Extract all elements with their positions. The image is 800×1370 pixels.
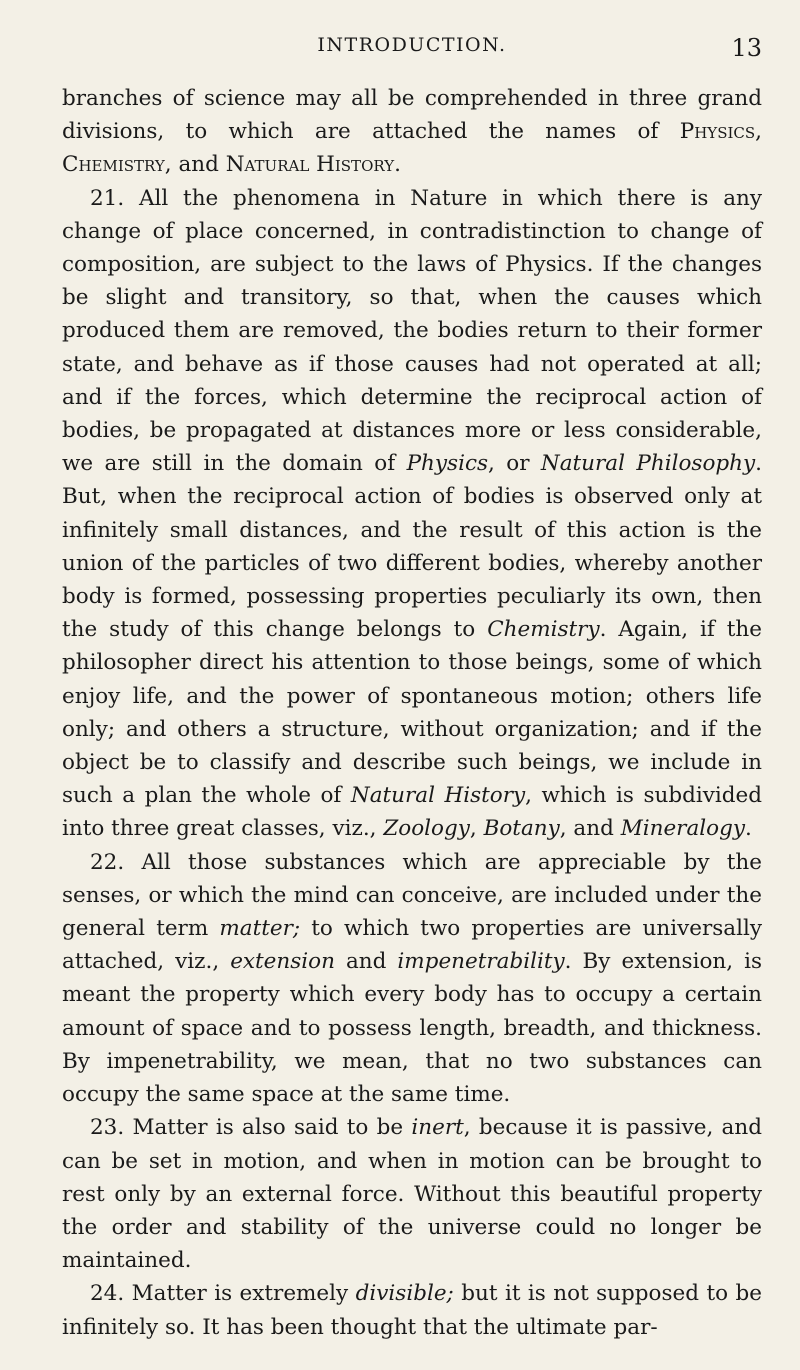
paragraph-23 bbox=[62, 1111, 762, 1277]
text-run: branches of science may all be comprehended in three grand divisions, to which are attached the names of bbox=[62, 86, 762, 145]
italic-term: inert bbox=[411, 1115, 464, 1141]
italic-term: Mineralogy bbox=[620, 816, 745, 842]
page-number: 13 bbox=[731, 34, 762, 62]
text-run: but it is not supposed to be infinitely so. It has been thought that the ultimate par- bbox=[62, 1281, 762, 1340]
body-text bbox=[62, 82, 762, 1344]
text-run: . bbox=[394, 152, 401, 178]
italic-term: Natural History bbox=[350, 783, 526, 809]
italic-term: Natural Philosophy bbox=[540, 451, 756, 477]
text-run: and bbox=[334, 949, 398, 975]
paragraph-continuation bbox=[62, 82, 762, 182]
text-run: 23. Matter is also said to be bbox=[90, 1115, 412, 1141]
text-run: , because it is passive, and can be set in motion, and when in motion can be brought to rest only by an external force. Without this beautiful property the order and stability of the universe could no longer be maintained. bbox=[62, 1115, 762, 1274]
small-caps-term: Chemistry bbox=[62, 152, 165, 178]
running-title: INTRODUCTION. bbox=[317, 34, 507, 56]
text-run: , or bbox=[488, 451, 541, 477]
paragraph-21 bbox=[62, 182, 762, 846]
text-run: 21. All the phenomena in Nature in which there is any change of place concerned, in contradistinction to change of composition, are subject to the laws of Physics. If the changes be slight and transitory, so that, when the causes which produced them are removed, the bodies return to their former state, and behave as if those causes had not operated at all; and if the forces, which determine the reciprocal action of bodies, be propagated at distances more or less considerable, we are still in the domain of bbox=[62, 185, 762, 477]
text-run: , and bbox=[559, 816, 621, 842]
text-run: to which two properties are universally attached, viz., bbox=[62, 916, 762, 975]
italic-term: Zoology bbox=[383, 816, 470, 842]
italic-term: impenetrability bbox=[397, 949, 565, 975]
italic-term: divisible; bbox=[355, 1281, 454, 1307]
small-caps-term: Physics bbox=[679, 119, 756, 145]
text-run: 24. Matter is extremely bbox=[90, 1281, 356, 1307]
italic-term: Botany bbox=[483, 816, 560, 842]
italic-term: extension bbox=[230, 949, 335, 975]
text-run: 22. All those substances which are appreciable by the senses, or which the mind can conceive, are included under the general term bbox=[62, 849, 762, 942]
text-run: , and bbox=[164, 152, 226, 178]
small-caps-term: Natural History bbox=[225, 152, 395, 178]
running-header bbox=[62, 34, 762, 68]
paragraph-22 bbox=[62, 846, 762, 1112]
italic-term: Physics bbox=[406, 451, 489, 477]
text-run: , bbox=[755, 119, 762, 145]
text-run: , bbox=[469, 816, 484, 842]
text-run: , which is subdivided into three great classes, viz., bbox=[62, 783, 763, 842]
paragraph-24 bbox=[62, 1277, 762, 1343]
italic-term: matter; bbox=[219, 916, 301, 942]
text-run: . But, when the reciprocal action of bodies is observed only at infinitely small distances, and the result of this action is the union of the particles of two different bodies, whereby another body is formed, possessing properties peculiarly its own, then the study of this change belongs to bbox=[62, 451, 762, 643]
italic-term: Chemistry bbox=[487, 617, 600, 643]
text-run: . Again, if the philosopher direct his attention to those beings, some of which enjoy life, and the power of spontaneous motion; others life only; and others a structure, without organization; and if the object be to classify and describe such beings, we include in such a plan the whole of bbox=[62, 617, 763, 809]
text-run: . bbox=[745, 816, 752, 842]
text-run: . By extension, is meant the property which every body has to occupy a certain amount of space and to possess length, breadth, and thickness. By impenetrability, we mean, that no two substances can occupy the same space at the same time. bbox=[62, 949, 762, 1108]
